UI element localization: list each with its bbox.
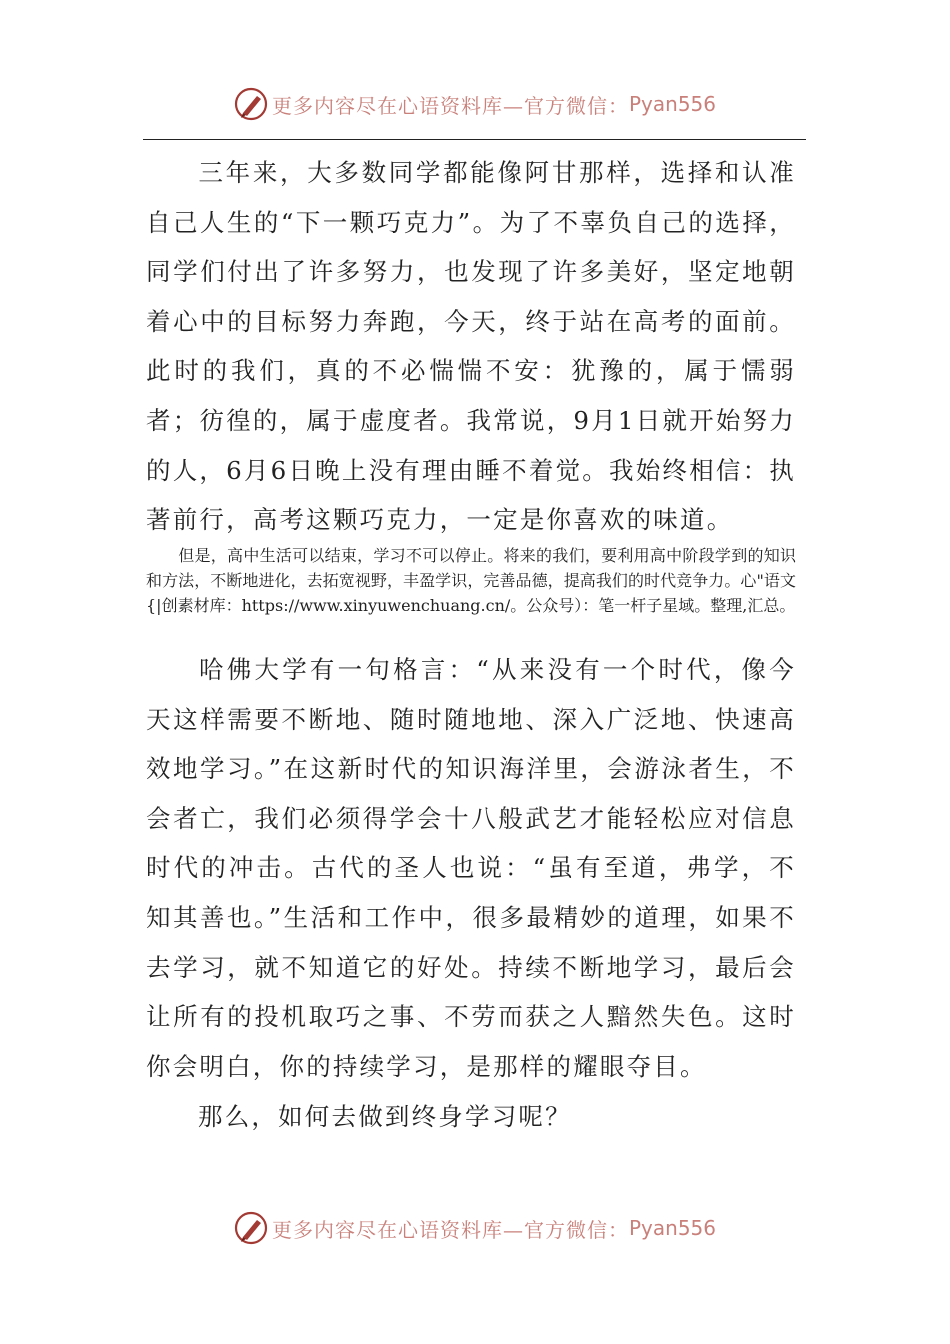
footer-wechat-id: Pyan556 <box>628 1216 716 1240</box>
paragraph-4-text: 那么，如何去做到终身学习呢？ <box>198 1102 572 1131</box>
paragraph-2-text: 但是，高中生活可以结束，学习不可以停止。将来的我们，要利用高中阶段学到的知识和方法，不断地进化，去拓宽视野，丰盈学识，完善品德，提高我们的时代竞争力。心"语文{|创素材库：https://www.xinyuwenchuang.cn/。公众号）：笔一杆子星域。整理,汇总。 <box>146 546 796 615</box>
paragraph-1-text: 三年来，大多数同学都能像阿甘那样，选择和认准自己人生的“下一颗巧克力”。为了不辜负自己的选择，同学们付出了许多努力，也发现了许多美好，坚定地朝着心中的目标努力奔跑，今天，终于站在高考的面前。此时的我们，真的不必惴惴不安：犹豫的，属于懦弱者；彷徨的，属于虚度者。我常说，9月1日就开始努力的人，6月6日晚上没有理由睡不着觉。我始终相信：执著前行，高考这颗巧克力，一定是你喜欢的味道。 <box>146 158 796 535</box>
pen-logo-icon <box>234 1211 268 1245</box>
body-paragraph-4 <box>146 1092 796 1142</box>
pen-logo-icon <box>234 87 268 121</box>
header-banner <box>0 84 950 124</box>
footer-banner <box>0 1208 950 1248</box>
footer-banner-text: 更多内容尽在心语资料库—官方微信： <box>271 1217 629 1242</box>
body-paragraph-2 <box>146 543 796 618</box>
body-paragraph-3 <box>146 645 796 1091</box>
paragraph-3-text: 哈佛大学有一句格言：“从来没有一个时代，像今天这样需要不断地、随时随地地、深入广泛地、快速高效地学习。”在这新时代的知识海洋里，会游泳者生，不会者亡，我们必须得学会十八般武艺才能轻松应对信息时代的冲击。古代的圣人也说：“虽有至道，弗学，不知其善也。”生活和工作中，很多最精妙的道理，如果不去学习，就不知道它的好处。持续不断地学习，最后会让所有的投机取巧之事、不劳而获之人黯然失色。这时你会明白，你的持续学习，是那样的耀眼夺目。 <box>146 655 796 1081</box>
header-wechat-id: Pyan556 <box>628 92 716 116</box>
header-divider <box>143 139 806 140</box>
header-banner-text: 更多内容尽在心语资料库—官方微信： <box>271 93 629 118</box>
body-paragraph-1 <box>146 148 796 545</box>
